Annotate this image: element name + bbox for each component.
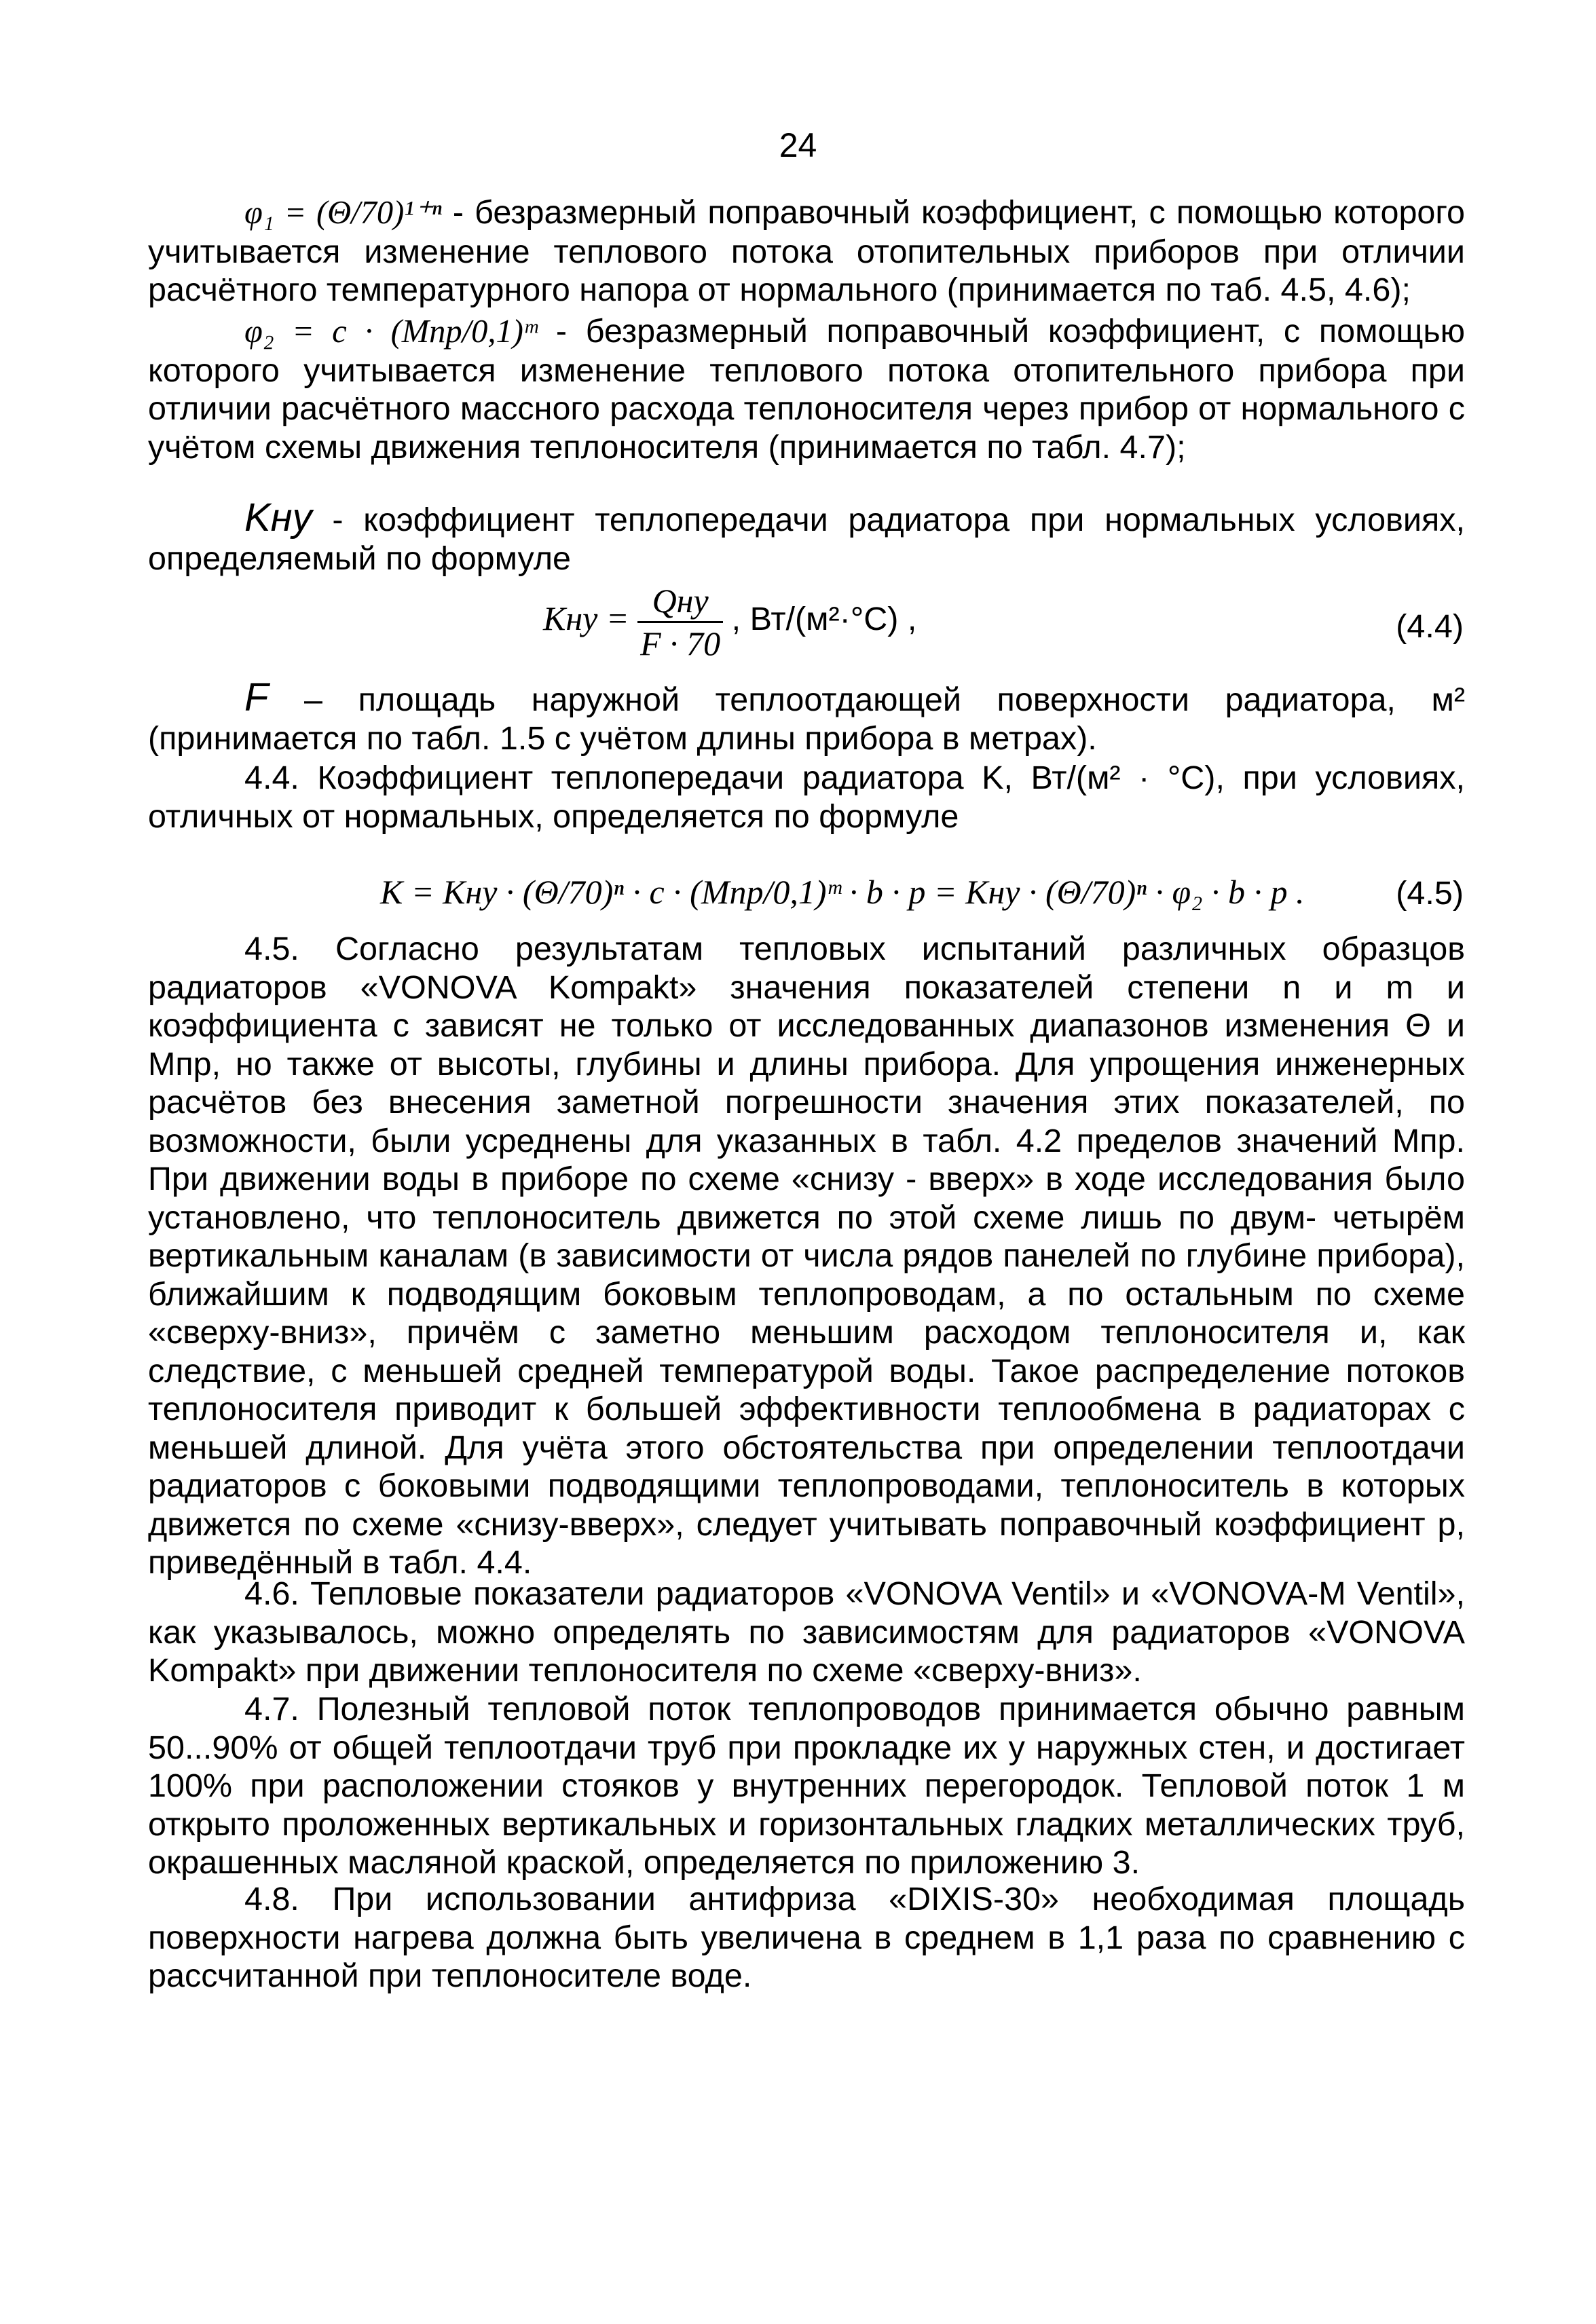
section-4-6-text: 4.6. Тепловые показатели радиаторов «VONOVA Ventil» и «VONOVA-M Ventil», как указывалось, можно определять по зависимостям для радиаторов «VONOVA Kompakt» при движении теплоносителя по схеме «сверху-вниз». xyxy=(148,1575,1465,1689)
section-4-5-text: 4.5. Согласно результатам тепловых испытаний различных образцов радиаторов «VONOVA Kompakt» значения показателей степени n и m и коэффициента c зависят не только от исследованных диапазонов изменения Θ и Mпр, но также от высоты, глубины и длины прибора. Для упрощения инженерных расчётов без внесения заметной погрешности значения этих показателей, по возможности, были усреднены для указанных в табл. 4.2 пределов значений Mпр. При движении воды в приборе по схеме «снизу - вверх» в ходе исследования было установлено, что теплоноситель движется по этой схеме лишь по двум- четырём вертикальным каналам (в зависимости от числа рядов панелей по глубине прибора), ближайшим к подводящим боковым теплопроводам, а по остальным по схеме «сверху-вниз», причём с заметно меньшим расходом теплоносителя и, как следствие, с меньшей средней температурой воды. Такое распределение потоков теплоносителя приводит к большей эффективности теплообмена в радиаторах с меньшей длиной. Для учёта этого обстоятельства при определении теплоотдачи радиаторов с боковыми подводящими теплопроводами, теплоноситель в которых движется по схеме «снизу-вверх», следует учитывать поправочный коэффициент p, приведённый в табл. 4.4. xyxy=(148,931,1465,1581)
section-4-8-text: 4.8. При использовании антифриза «DIXIS-30» необходимая площадь поверхности нагрева должна быть увеличена в среднем в 1,1 раза по сравнению с рассчитанной при теплоносителе воде. xyxy=(148,1881,1465,1994)
section-4-5 xyxy=(148,930,1465,1582)
eq44-units: , Вт/(м²·°С) , xyxy=(731,600,917,637)
kny-symbol: Kну xyxy=(244,495,312,540)
section-4-6 xyxy=(148,1575,1465,1690)
section-4-4 xyxy=(148,759,1465,836)
eq44-numerator: Qну xyxy=(637,580,723,623)
f-definition xyxy=(148,675,1465,757)
section-4-7 xyxy=(148,1690,1465,1882)
f-text: – площадь наружной теплоотдающей поверхности радиатора, м² (принимается по табл. 1.5 с учётом длины прибора в метрах). xyxy=(148,681,1465,757)
eq45-number: (4.5) xyxy=(1396,875,1464,912)
phi2-text: - безразмерный поправочный коэффициент, с помощью которого учитывается изменение теплового потока отопительного прибора при отличии расчётного массного расхода теплоносителя через прибор от нормального с учётом схемы движения теплоносителя (принимается по табл. 4.7); xyxy=(148,313,1465,466)
kny-text: - коэффициент теплопередачи радиатора при нормальных условиях, определяемый по формуле xyxy=(148,502,1465,577)
eq44-number: (4.4) xyxy=(1396,608,1464,645)
section-4-8 xyxy=(148,1880,1465,1995)
phi1-formula: φ₁ = (Θ/70)¹⁺ⁿ xyxy=(244,195,442,231)
equation-4-5 xyxy=(380,872,1305,912)
eq44-denominator: F · 70 xyxy=(640,624,721,662)
eq44-fraction xyxy=(637,580,723,664)
f-symbol: F xyxy=(244,675,269,719)
phi1-definition xyxy=(148,193,1465,310)
section-4-7-text: 4.7. Полезный тепловой поток теплопроводов принимается обычно равным 50...90% от общей теплоотдачи труб при прокладке их у наружных стен, и достигает 100% при расположении стояков у внутренних перегородок. Тепловой поток 1 м открыто проложенных вертикальных и горизонтальных гладких металлических труб, окрашенных масляной краской, определяется по приложению 3. xyxy=(148,1691,1465,1881)
phi2-formula: φ₂ = c · (Mпр/0,1)ᵐ xyxy=(244,314,538,350)
kny-definition xyxy=(148,495,1465,578)
phi1-text: - безразмерный поправочный коэффициент, с помощью которого учитывается изменение теплового потока отопительных приборов при отличии расчётного температурного напора от нормального (принимается по таб. 4.5, 4.6); xyxy=(148,194,1465,308)
phi2-definition xyxy=(148,312,1465,466)
eq44-lhs: Kну = xyxy=(543,599,629,637)
eq45-expression: K = Kну · (Θ/70)ⁿ · c · (Mпр/0,1)ᵐ · b · p = Kну · (Θ/70)ⁿ · φ₂ · b · p . xyxy=(380,873,1305,911)
equation-4-4 xyxy=(543,580,916,664)
section-4-4-text: 4.4. Коэффициент теплопередачи радиатора K, Вт/(м² · °С), при условиях, отличных от нормальных, определяется по формуле xyxy=(148,760,1465,835)
page-number: 24 xyxy=(779,126,817,164)
